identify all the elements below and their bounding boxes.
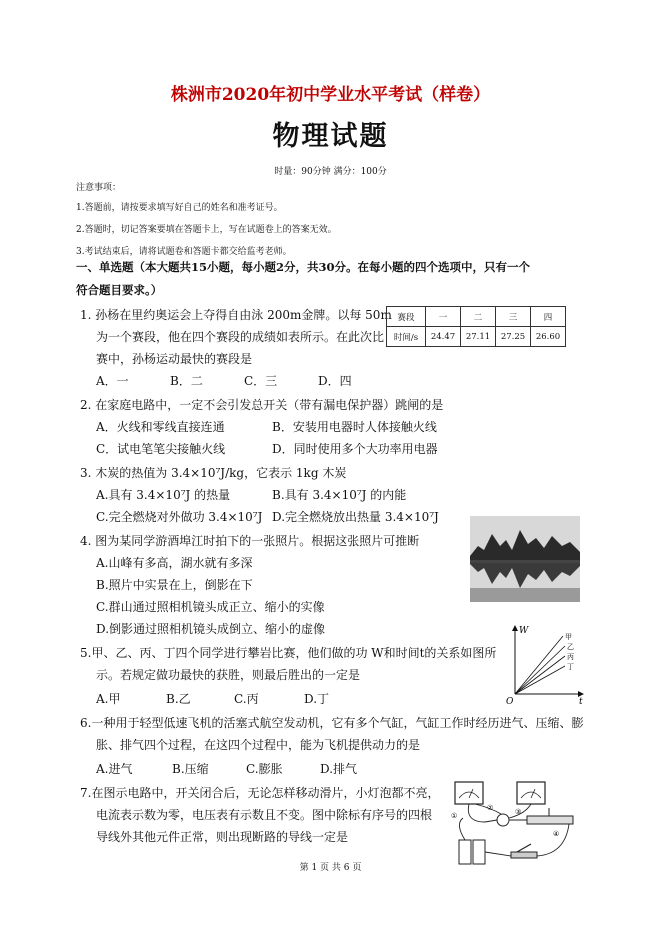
wire-label: ④: [553, 830, 560, 838]
question-1-option: B．二: [170, 374, 203, 388]
question-6-option: C.膨胀: [246, 762, 283, 776]
lake-reflection-photo: [470, 516, 580, 602]
series-label: 甲: [565, 633, 572, 641]
question-4-option: A.山峰有多高，湖水就有多深: [96, 556, 253, 570]
table-cell: 24.47: [426, 327, 461, 347]
question-5-line: 5.甲、乙、丙、丁四个同学进行攀岩比赛，他们做的功 W和时间t的关系如图所: [80, 646, 497, 660]
exam-subtitle: 物理试题: [272, 121, 389, 152]
question-5-option: D.丁: [304, 692, 330, 706]
notice-item: 2.答题时，切记答案要填在答题卡上，写在试题卷上的答案无效。: [76, 225, 337, 235]
question-2-stem: 2. 在家庭电路中，一定不会引发总开关（带有漏电保护器）跳闸的是: [80, 398, 444, 412]
bulb-icon: [497, 814, 509, 826]
y-axis-label: W: [519, 626, 529, 636]
series-label: 丁: [567, 663, 574, 671]
voltmeter-icon: [517, 782, 545, 804]
question-4-option: C.群山通过照相机镜头成正立、缩小的实像: [96, 600, 325, 614]
switch-icon: [511, 852, 537, 858]
exam-meta: 时量：90分钟 满分：100分: [274, 167, 387, 177]
question-2-option: A．火线和零线直接连通: [96, 420, 225, 434]
notice-heading: 注意事项：: [76, 183, 122, 193]
table-cell: 二: [461, 307, 496, 327]
wire-label: ②: [487, 804, 494, 812]
series-line-bing: [515, 656, 565, 694]
y-axis-arrow-icon: [512, 625, 518, 631]
question-1-line: 为一个赛段，他在四个赛段的成绩如表所示。在此次比: [96, 330, 385, 344]
table-cell: 时间/s: [387, 327, 426, 347]
question-2-option: C．试电笔笔尖接触火线: [96, 442, 226, 456]
question-3-option: A.具有 3.4×10⁷J 的热量: [96, 488, 231, 502]
series-label: 丙: [567, 653, 574, 661]
question-6-option: B.压缩: [172, 762, 209, 776]
question-1-line: 1. 孙杨在里约奥运会上夺得自由泳 200m金牌。以每 50m: [80, 308, 392, 322]
series-line-jia: [515, 636, 563, 694]
question-2-option: D．同时使用多个大功率用电器: [272, 442, 438, 456]
question-7-line: 电流表示数为零，电压表有示数且不变。图中除标有序号的四根: [96, 808, 433, 822]
origin-label: O: [506, 697, 514, 704]
table-cell: 26.60: [531, 327, 566, 347]
question-4-option: D.倒影通过照相机镜头成倒立、缩小的虚像: [96, 622, 326, 636]
notice-item: 3.考试结束后，请将试题卷和答题卡都交给监考老师。: [76, 247, 292, 257]
x-axis-label: t: [579, 697, 583, 704]
question-5-option: A.甲: [96, 692, 121, 706]
notice-item: 1.答题前，请按要求填写好自己的姓名和准考证号。: [76, 203, 283, 213]
ammeter-icon: [455, 782, 483, 804]
circuit-diagram: [445, 778, 580, 870]
wire-label: ①: [451, 812, 458, 820]
question-1-option: A．一: [96, 374, 129, 388]
table-cell: 四: [531, 307, 566, 327]
question-6-option: D.排气: [320, 762, 358, 776]
question-4-option: B.照片中实景在上，倒影在下: [96, 578, 253, 592]
table-cell: 27.11: [461, 327, 496, 347]
table-cell: 27.25: [496, 327, 531, 347]
table-cell: 赛段: [387, 307, 426, 327]
question-5-option: B.乙: [166, 692, 191, 706]
section-heading: 一、单选题（本大题共15小题，每小题2分，共30分。在每小题的四个选项中，只有一个: [76, 260, 531, 274]
question-6-line: 6.一种用于轻型低速飞机的活塞式航空发动机，它有多个气缸，气缸工作时经历进气、压缩、膨: [80, 716, 584, 730]
question-2-option: B．安装用电器时人体接触火线: [272, 420, 437, 434]
table-row: [387, 307, 566, 327]
question-6-option: A.进气: [96, 762, 133, 776]
question-3-option: B.具有 3.4×10⁷J 的内能: [272, 488, 407, 502]
question-1-option: D．四: [318, 374, 352, 388]
question-1-line: 赛中，孙杨运动最快的赛段是: [96, 352, 253, 366]
question-3-option: C.完全燃烧对外做功 3.4×10⁷J: [96, 510, 263, 524]
question-7-line: 导线外其他元件正常，则出现断路的导线一定是: [96, 830, 349, 844]
question-7-line: 7.在图示电路中，开关闭合后，无论怎样移动滑片，小灯泡都不亮，: [80, 786, 440, 800]
series-label: 乙: [567, 643, 574, 651]
table-cell: 三: [496, 307, 531, 327]
question-3-stem: 3. 木炭的热值为 3.4×10⁷J/kg，它表示 1kg 木炭: [80, 466, 347, 480]
question-1-option: C．三: [244, 374, 278, 388]
question-5-option: C.丙: [234, 692, 259, 706]
question-5-line: 示。若规定做功最快的获胜，则最后胜出的一定是: [96, 668, 361, 682]
question-4-stem: 4. 图为某同学游酒埠江时拍下的一张照片。根据这张照片可推断: [80, 534, 420, 548]
page-footer: 第 1 页 共 6 页: [299, 863, 362, 873]
table-cell: 一: [426, 307, 461, 327]
wire-label: ③: [515, 808, 522, 816]
work-time-graph: [505, 622, 587, 704]
section-heading-cont: 符合题目要求。）: [76, 283, 163, 297]
exam-title: 株洲市2020年初中学业水平考试（样卷）: [170, 85, 491, 105]
lap-time-table: [386, 306, 566, 347]
question-3-option: D.完全燃烧放出热量 3.4×10⁷J: [272, 510, 439, 524]
table-row: [387, 327, 566, 347]
rheostat-icon: [527, 816, 573, 824]
question-6-line: 胀、排气四个过程，在这四个过程中，能为飞机提供动力的是: [96, 738, 421, 752]
